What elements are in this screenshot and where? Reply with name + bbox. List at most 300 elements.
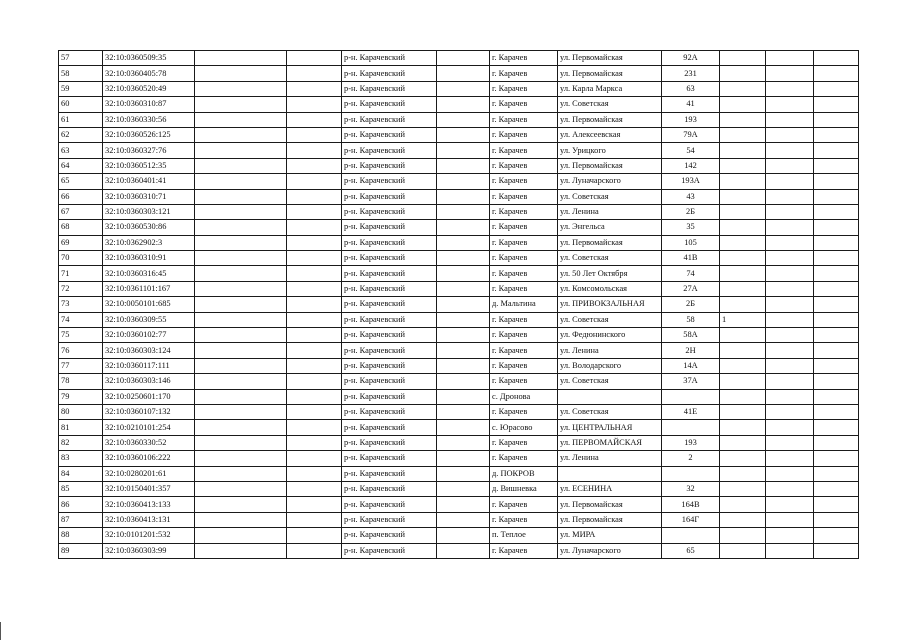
table-row (59, 543, 859, 558)
cell-blank-col-12 (814, 174, 859, 189)
cell-row-number: 71 (59, 266, 103, 281)
cell-district: р-н. Карачевский (342, 312, 437, 327)
cell-blank-col-12 (814, 497, 859, 512)
cell-blank-col-6 (437, 512, 490, 527)
cell-street: ул. Первомайская (558, 51, 662, 66)
cell-blank-col-4 (287, 328, 342, 343)
cell-blank-col-6 (437, 312, 490, 327)
cell-blank-col-11 (766, 235, 814, 250)
table-row (59, 358, 859, 373)
cell-blank-col-3 (195, 281, 287, 296)
cell-blank-col-12 (814, 158, 859, 173)
cell-blank-col-6 (437, 235, 490, 250)
cell-building (720, 97, 766, 112)
cell-blank-col-4 (287, 235, 342, 250)
table-row (59, 143, 859, 158)
cell-cadastral-number: 32:10:0360303:146 (103, 374, 195, 389)
cell-cadastral-number: 32:10:0360512:35 (103, 158, 195, 173)
cell-settlement: г. Карачев (490, 374, 558, 389)
table-row (59, 466, 859, 481)
cell-blank-col-3 (195, 328, 287, 343)
cell-street: ул. МИРА (558, 528, 662, 543)
cell-house-number: 142 (662, 158, 720, 173)
cell-settlement: г. Карачев (490, 312, 558, 327)
cell-district: р-н. Карачевский (342, 127, 437, 142)
cell-cadastral-number: 32:10:0360303:124 (103, 343, 195, 358)
cell-blank-col-6 (437, 66, 490, 81)
cell-blank-col-4 (287, 51, 342, 66)
cell-blank-col-3 (195, 343, 287, 358)
cell-blank-col-3 (195, 220, 287, 235)
cell-settlement: г. Карачев (490, 235, 558, 250)
cell-blank-col-11 (766, 204, 814, 219)
cell-blank-col-3 (195, 204, 287, 219)
cell-cadastral-number: 32:10:0360530:86 (103, 220, 195, 235)
cell-district: р-н. Карачевский (342, 543, 437, 558)
cell-cadastral-number: 32:10:0050101:685 (103, 297, 195, 312)
cell-blank-col-6 (437, 497, 490, 512)
cell-blank-col-12 (814, 112, 859, 127)
cell-blank-col-11 (766, 451, 814, 466)
cell-blank-col-6 (437, 358, 490, 373)
cell-blank-col-11 (766, 328, 814, 343)
cell-house-number: 32 (662, 481, 720, 496)
cell-house-number: 35 (662, 220, 720, 235)
cell-house-number (662, 528, 720, 543)
cell-blank-col-3 (195, 235, 287, 250)
cell-blank-col-6 (437, 143, 490, 158)
cell-house-number: 63 (662, 81, 720, 96)
registry-table (58, 50, 859, 559)
table-row (59, 81, 859, 96)
table-row (59, 204, 859, 219)
cell-blank-col-11 (766, 127, 814, 142)
cell-house-number: 58 (662, 312, 720, 327)
cell-blank-col-3 (195, 189, 287, 204)
cell-blank-col-6 (437, 528, 490, 543)
cell-house-number: 41 (662, 97, 720, 112)
cell-blank-col-3 (195, 543, 287, 558)
cell-building (720, 158, 766, 173)
cell-blank-col-12 (814, 220, 859, 235)
cell-blank-col-3 (195, 451, 287, 466)
cell-house-number: 92А (662, 51, 720, 66)
cell-house-number (662, 466, 720, 481)
cell-blank-col-12 (814, 204, 859, 219)
cell-blank-col-3 (195, 51, 287, 66)
cell-blank-col-4 (287, 389, 342, 404)
cell-blank-col-4 (287, 81, 342, 96)
cell-settlement: г. Карачев (490, 97, 558, 112)
cell-cadastral-number: 32:10:0360520:49 (103, 81, 195, 96)
cell-blank-col-3 (195, 143, 287, 158)
cell-cadastral-number: 32:10:0360106:222 (103, 451, 195, 466)
cell-district: р-н. Карачевский (342, 404, 437, 419)
scan-edge-mark (0, 622, 1, 640)
cell-row-number: 83 (59, 451, 103, 466)
cell-blank-col-6 (437, 543, 490, 558)
cell-blank-col-3 (195, 435, 287, 450)
cell-building (720, 112, 766, 127)
table-row (59, 235, 859, 250)
cell-row-number: 69 (59, 235, 103, 250)
cell-street: ул. Советская (558, 374, 662, 389)
cell-blank-col-6 (437, 389, 490, 404)
table-row (59, 404, 859, 419)
cell-cadastral-number: 32:10:0360107:132 (103, 404, 195, 419)
cell-blank-col-11 (766, 251, 814, 266)
cell-street: ул. Ленина (558, 343, 662, 358)
cell-house-number: 2Н (662, 343, 720, 358)
cell-blank-col-3 (195, 312, 287, 327)
cell-district: р-н. Карачевский (342, 512, 437, 527)
cell-blank-col-11 (766, 97, 814, 112)
cell-blank-col-11 (766, 543, 814, 558)
cell-settlement: г. Карачев (490, 451, 558, 466)
cell-house-number: 164В (662, 497, 720, 512)
cell-blank-col-12 (814, 127, 859, 142)
cell-street: ул. Советская (558, 312, 662, 327)
cell-house-number: 193 (662, 112, 720, 127)
cell-blank-col-4 (287, 543, 342, 558)
cell-settlement: г. Карачев (490, 497, 558, 512)
cell-building (720, 127, 766, 142)
table-row (59, 512, 859, 527)
cell-blank-col-4 (287, 158, 342, 173)
cell-row-number: 62 (59, 127, 103, 142)
registry-body (59, 51, 859, 559)
cell-blank-col-6 (437, 297, 490, 312)
cell-house-number: 41Е (662, 404, 720, 419)
cell-cadastral-number: 32:10:0360526:125 (103, 127, 195, 142)
cell-blank-col-4 (287, 528, 342, 543)
cell-blank-col-12 (814, 189, 859, 204)
cell-row-number: 57 (59, 51, 103, 66)
cell-blank-col-3 (195, 528, 287, 543)
cell-settlement: г. Карачев (490, 251, 558, 266)
cell-cadastral-number: 32:10:0360310:87 (103, 97, 195, 112)
cell-blank-col-6 (437, 343, 490, 358)
cell-blank-col-3 (195, 127, 287, 142)
cell-blank-col-12 (814, 97, 859, 112)
cell-blank-col-11 (766, 466, 814, 481)
cell-building (720, 66, 766, 81)
table-row (59, 51, 859, 66)
cell-row-number: 82 (59, 435, 103, 450)
cell-row-number: 87 (59, 512, 103, 527)
cell-cadastral-number: 32:10:0360316:45 (103, 266, 195, 281)
cell-blank-col-6 (437, 158, 490, 173)
cell-house-number: 2Б (662, 204, 720, 219)
cell-blank-col-12 (814, 81, 859, 96)
table-row (59, 66, 859, 81)
cell-blank-col-11 (766, 112, 814, 127)
table-row (59, 297, 859, 312)
cell-blank-col-12 (814, 374, 859, 389)
cell-cadastral-number: 32:10:0360303:99 (103, 543, 195, 558)
cell-blank-col-12 (814, 528, 859, 543)
cell-street: ул. ЕСЕНИНА (558, 481, 662, 496)
cell-settlement: г. Карачев (490, 81, 558, 96)
cell-settlement: г. Карачев (490, 127, 558, 142)
cell-district: р-н. Карачевский (342, 66, 437, 81)
cell-row-number: 74 (59, 312, 103, 327)
cell-street: ул. ЦЕНТРАЛЬНАЯ (558, 420, 662, 435)
cell-blank-col-3 (195, 374, 287, 389)
cell-blank-col-4 (287, 112, 342, 127)
cell-settlement: г. Карачев (490, 51, 558, 66)
cell-street: ул. Первомайская (558, 235, 662, 250)
cell-street: ул. Энгельса (558, 220, 662, 235)
cell-district: р-н. Карачевский (342, 158, 437, 173)
cell-house-number: 105 (662, 235, 720, 250)
cell-cadastral-number: 32:10:0360310:71 (103, 189, 195, 204)
cell-row-number: 72 (59, 281, 103, 296)
table-row (59, 420, 859, 435)
cell-street: ул. Советская (558, 404, 662, 419)
cell-house-number: 193 (662, 435, 720, 450)
cell-blank-col-3 (195, 266, 287, 281)
cell-settlement: г. Карачев (490, 543, 558, 558)
cell-settlement: г. Карачев (490, 358, 558, 373)
cell-row-number: 76 (59, 343, 103, 358)
cell-settlement: г. Карачев (490, 328, 558, 343)
cell-settlement: г. Карачев (490, 343, 558, 358)
cell-blank-col-3 (195, 66, 287, 81)
cell-blank-col-3 (195, 97, 287, 112)
cell-blank-col-12 (814, 343, 859, 358)
cell-street: ул. Карла Маркса (558, 81, 662, 96)
cell-building (720, 451, 766, 466)
cell-blank-col-6 (437, 81, 490, 96)
cell-row-number: 59 (59, 81, 103, 96)
cell-blank-col-4 (287, 297, 342, 312)
cell-blank-col-11 (766, 528, 814, 543)
cell-blank-col-4 (287, 312, 342, 327)
cell-house-number (662, 389, 720, 404)
cell-district: р-н. Карачевский (342, 251, 437, 266)
cell-district: р-н. Карачевский (342, 174, 437, 189)
cell-building (720, 81, 766, 96)
cell-district: р-н. Карачевский (342, 204, 437, 219)
cell-blank-col-11 (766, 66, 814, 81)
cell-row-number: 85 (59, 481, 103, 496)
cell-district: р-н. Карачевский (342, 281, 437, 296)
cell-row-number: 61 (59, 112, 103, 127)
cell-house-number: 43 (662, 189, 720, 204)
cell-street: ул. Комсомольская (558, 281, 662, 296)
cell-blank-col-11 (766, 220, 814, 235)
cell-house-number: 37А (662, 374, 720, 389)
cell-blank-col-4 (287, 404, 342, 419)
cell-building (720, 281, 766, 296)
cell-blank-col-4 (287, 466, 342, 481)
cell-row-number: 70 (59, 251, 103, 266)
cell-blank-col-3 (195, 466, 287, 481)
cell-blank-col-4 (287, 281, 342, 296)
cell-blank-col-11 (766, 481, 814, 496)
table-row (59, 158, 859, 173)
cell-settlement: г. Карачев (490, 143, 558, 158)
table-row (59, 528, 859, 543)
table-row (59, 220, 859, 235)
cell-blank-col-11 (766, 51, 814, 66)
cell-district: р-н. Карачевский (342, 528, 437, 543)
cell-street: ул. Федюнинского (558, 328, 662, 343)
cell-building (720, 328, 766, 343)
cell-cadastral-number: 32:10:0360309:55 (103, 312, 195, 327)
cell-row-number: 88 (59, 528, 103, 543)
cell-building (720, 389, 766, 404)
cell-settlement: г. Карачев (490, 204, 558, 219)
cell-cadastral-number: 32:10:0362902:3 (103, 235, 195, 250)
table-row (59, 343, 859, 358)
cell-blank-col-11 (766, 281, 814, 296)
cell-blank-col-3 (195, 358, 287, 373)
cell-blank-col-6 (437, 281, 490, 296)
cell-blank-col-12 (814, 312, 859, 327)
cell-blank-col-12 (814, 297, 859, 312)
cell-building (720, 174, 766, 189)
cell-cadastral-number: 32:10:0361101:167 (103, 281, 195, 296)
cell-district: р-н. Карачевский (342, 466, 437, 481)
table-row (59, 435, 859, 450)
cell-house-number: 58А (662, 328, 720, 343)
cell-street: ул. Луначарского (558, 174, 662, 189)
cell-house-number: 65 (662, 543, 720, 558)
table-row (59, 374, 859, 389)
cell-building (720, 266, 766, 281)
cell-district: р-н. Карачевский (342, 358, 437, 373)
cell-blank-col-3 (195, 404, 287, 419)
cell-house-number: 193А (662, 174, 720, 189)
cell-street (558, 389, 662, 404)
cell-blank-col-4 (287, 189, 342, 204)
cell-blank-col-12 (814, 51, 859, 66)
cell-blank-col-11 (766, 420, 814, 435)
cell-blank-col-12 (814, 466, 859, 481)
cell-house-number: 14А (662, 358, 720, 373)
cell-row-number: 78 (59, 374, 103, 389)
cell-settlement: г. Карачев (490, 220, 558, 235)
cell-blank-col-6 (437, 451, 490, 466)
cell-row-number: 89 (59, 543, 103, 558)
cell-blank-col-6 (437, 266, 490, 281)
cell-row-number: 64 (59, 158, 103, 173)
table-row (59, 251, 859, 266)
cell-blank-col-6 (437, 251, 490, 266)
cell-blank-col-12 (814, 512, 859, 527)
cell-cadastral-number: 32:10:0360413:131 (103, 512, 195, 527)
cell-building (720, 374, 766, 389)
cell-blank-col-11 (766, 297, 814, 312)
cell-district: р-н. Карачевский (342, 328, 437, 343)
cell-building (720, 420, 766, 435)
cell-district: р-н. Карачевский (342, 451, 437, 466)
cell-settlement: г. Карачев (490, 404, 558, 419)
cell-blank-col-11 (766, 389, 814, 404)
table-row (59, 97, 859, 112)
cell-building (720, 51, 766, 66)
cell-blank-col-11 (766, 512, 814, 527)
cell-blank-col-12 (814, 451, 859, 466)
cell-cadastral-number: 32:10:0360303:121 (103, 204, 195, 219)
cell-blank-col-4 (287, 66, 342, 81)
cell-blank-col-12 (814, 435, 859, 450)
cell-house-number: 74 (662, 266, 720, 281)
cell-blank-col-6 (437, 220, 490, 235)
cell-district: р-н. Карачевский (342, 51, 437, 66)
cell-blank-col-11 (766, 158, 814, 173)
cell-blank-col-12 (814, 328, 859, 343)
cell-cadastral-number: 32:10:0150401:357 (103, 481, 195, 496)
cell-row-number: 67 (59, 204, 103, 219)
cell-street: ул. Первомайская (558, 158, 662, 173)
cell-street: ул. Ленина (558, 204, 662, 219)
cell-house-number (662, 420, 720, 435)
cell-building (720, 512, 766, 527)
cell-district: р-н. Карачевский (342, 343, 437, 358)
cell-cadastral-number: 32:10:0360117:111 (103, 358, 195, 373)
cell-blank-col-12 (814, 358, 859, 373)
cell-settlement: д. Мальтина (490, 297, 558, 312)
cell-row-number: 63 (59, 143, 103, 158)
cell-district: р-н. Карачевский (342, 497, 437, 512)
cell-cadastral-number: 32:10:0360310:91 (103, 251, 195, 266)
cell-street: ул. Советская (558, 251, 662, 266)
cell-blank-col-12 (814, 404, 859, 419)
cell-blank-col-12 (814, 266, 859, 281)
table-row (59, 481, 859, 496)
cell-blank-col-11 (766, 174, 814, 189)
cell-district: р-н. Карачевский (342, 389, 437, 404)
cell-district: р-н. Карачевский (342, 81, 437, 96)
cell-row-number: 84 (59, 466, 103, 481)
cell-house-number: 27А (662, 281, 720, 296)
cell-house-number: 79А (662, 127, 720, 142)
cell-blank-col-3 (195, 81, 287, 96)
cell-house-number: 54 (662, 143, 720, 158)
table-row (59, 189, 859, 204)
cell-blank-col-11 (766, 358, 814, 373)
cell-row-number: 80 (59, 404, 103, 419)
cell-blank-col-6 (437, 466, 490, 481)
cell-blank-col-6 (437, 204, 490, 219)
cell-blank-col-3 (195, 481, 287, 496)
cell-blank-col-12 (814, 281, 859, 296)
cell-street: ул. Володарского (558, 358, 662, 373)
cell-cadastral-number: 32:10:0360327:76 (103, 143, 195, 158)
cell-street: ул. Алексеевская (558, 127, 662, 142)
cell-blank-col-11 (766, 374, 814, 389)
cell-blank-col-6 (437, 189, 490, 204)
cell-settlement: с. Юрасово (490, 420, 558, 435)
cell-blank-col-12 (814, 66, 859, 81)
cell-blank-col-3 (195, 112, 287, 127)
cell-blank-col-4 (287, 220, 342, 235)
cell-district: р-н. Карачевский (342, 297, 437, 312)
cell-district: р-н. Карачевский (342, 420, 437, 435)
cell-blank-col-4 (287, 343, 342, 358)
cell-cadastral-number: 32:10:0360330:52 (103, 435, 195, 450)
cell-street: ул. 50 Лет Октября (558, 266, 662, 281)
cell-cadastral-number: 32:10:0360102:77 (103, 328, 195, 343)
cell-blank-col-12 (814, 235, 859, 250)
cell-blank-col-3 (195, 251, 287, 266)
cell-building (720, 497, 766, 512)
table-row (59, 174, 859, 189)
cell-house-number: 2 (662, 451, 720, 466)
